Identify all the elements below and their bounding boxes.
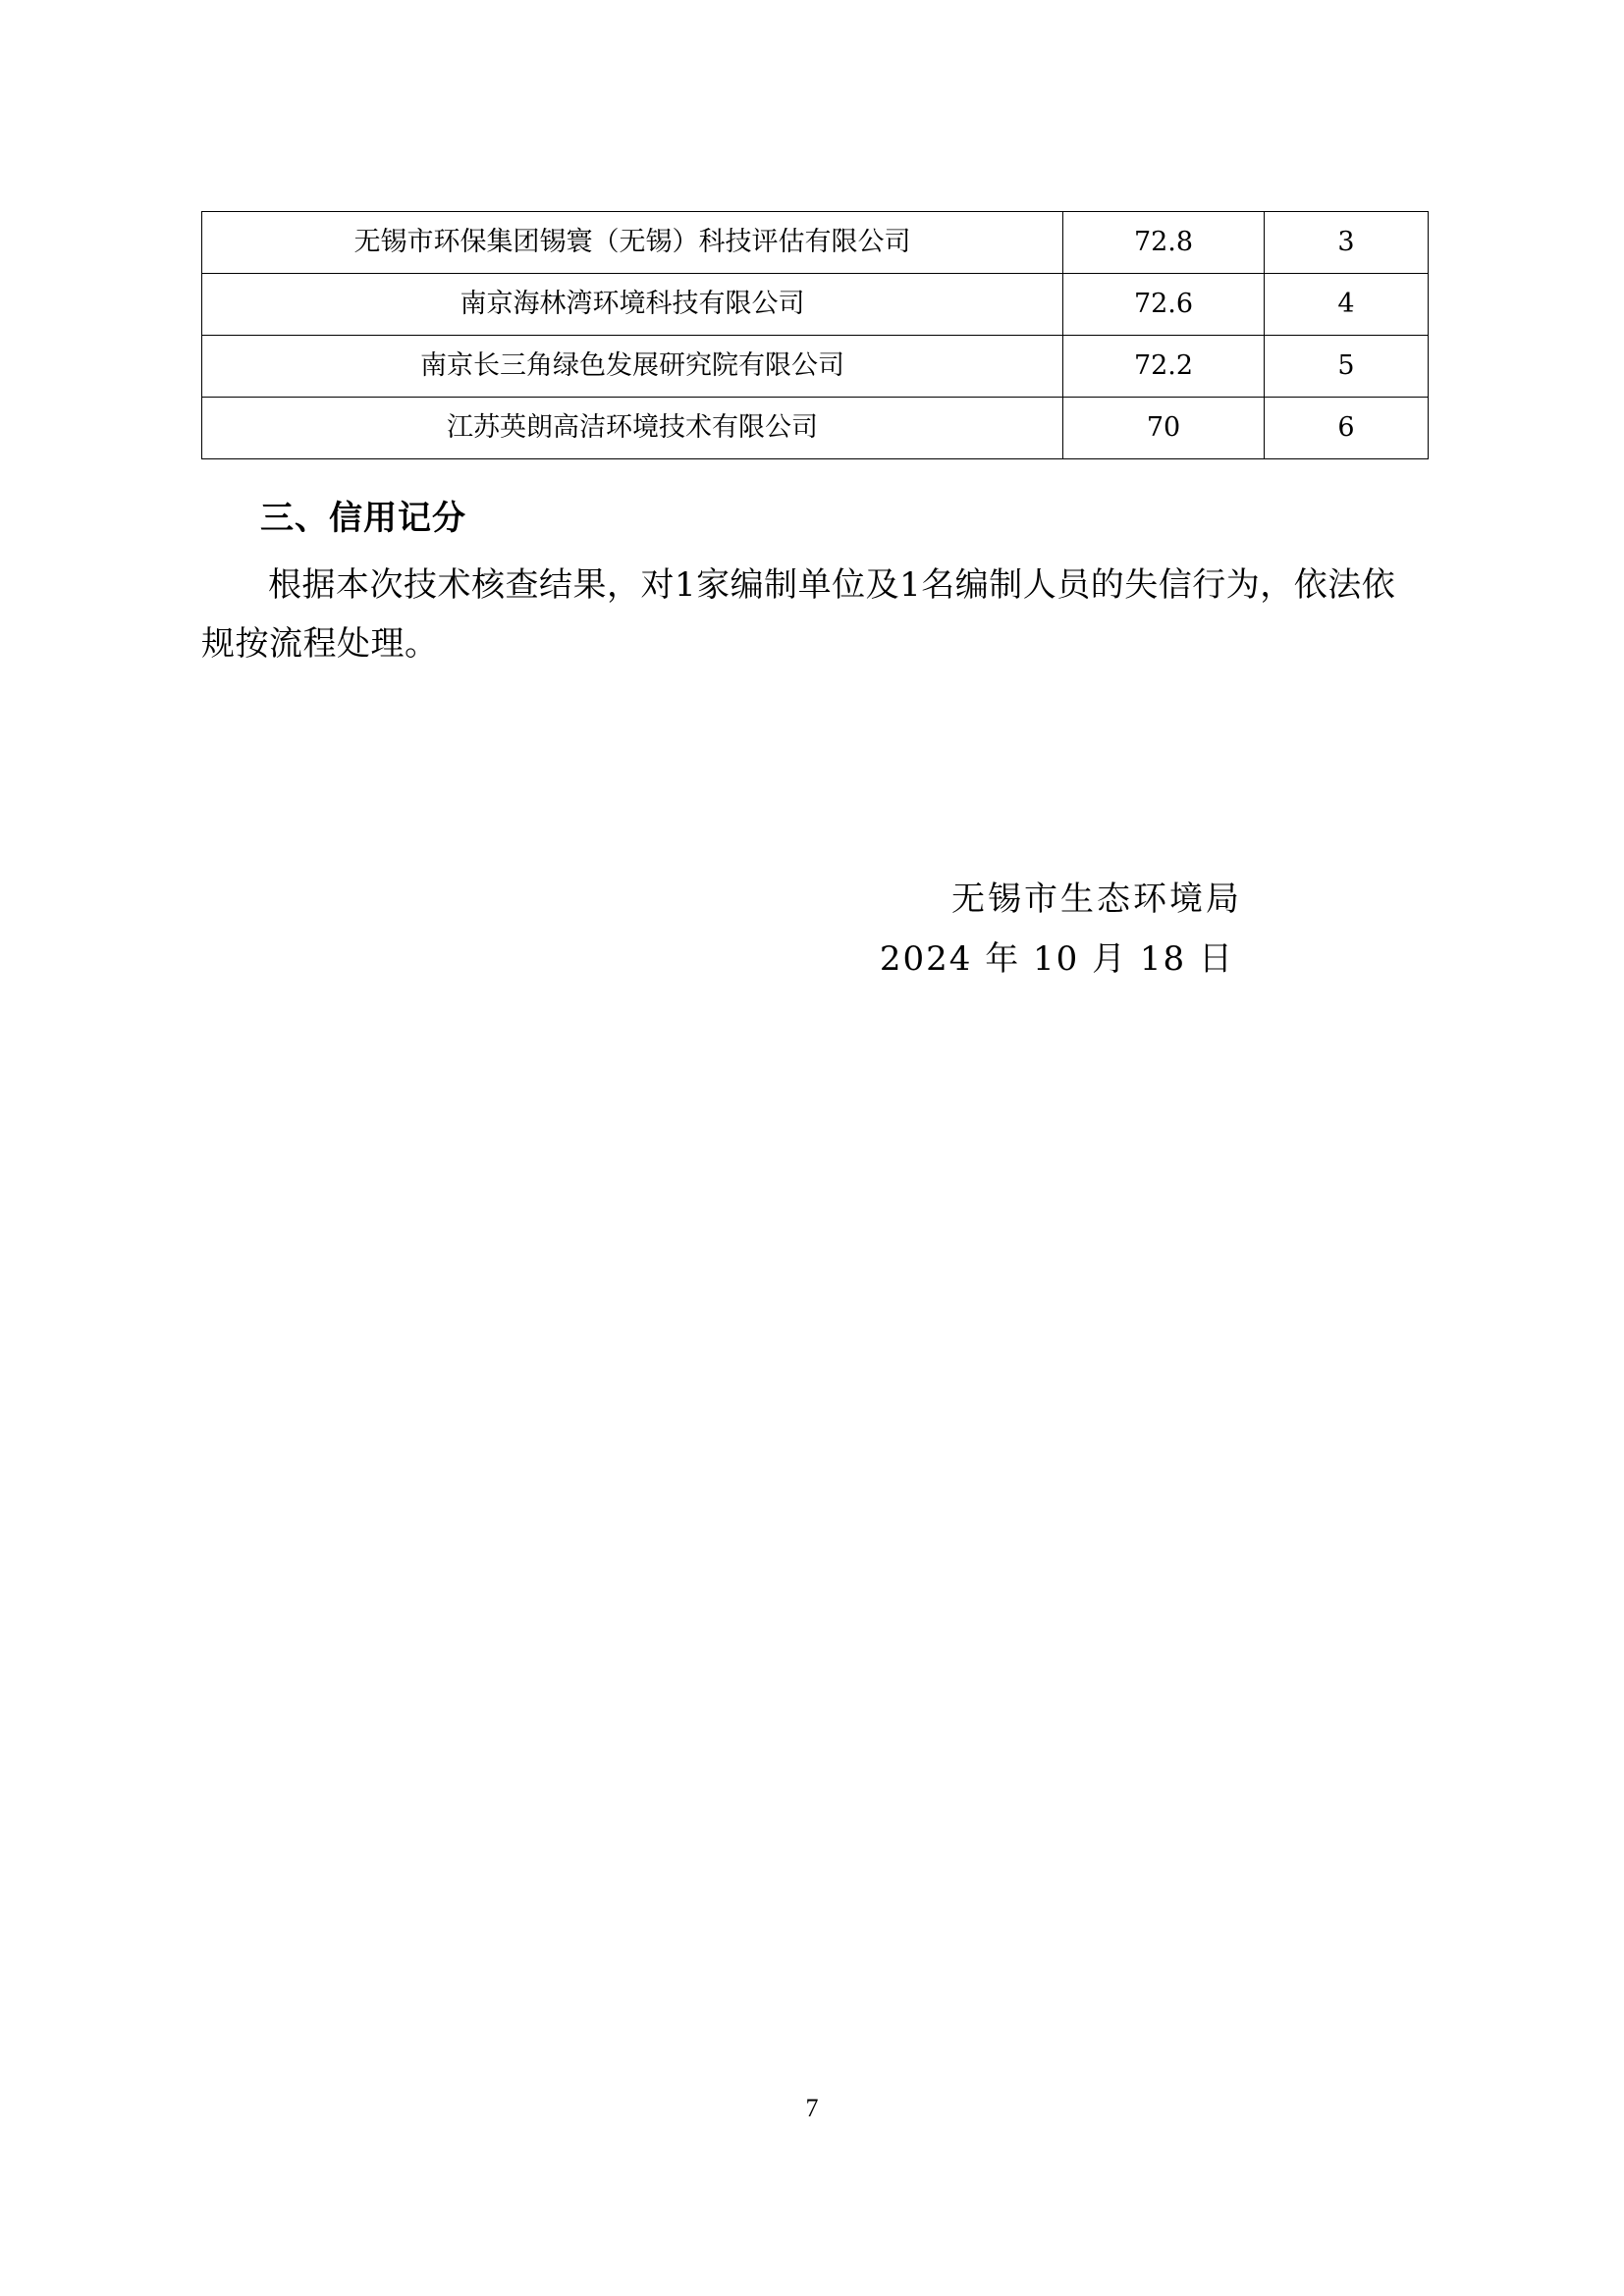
table-cell-score: 72.6 — [1063, 274, 1265, 336]
table-cell-rank: 3 — [1265, 212, 1429, 274]
signature-block — [201, 870, 1424, 989]
table-row — [202, 398, 1429, 459]
score-table — [201, 211, 1429, 459]
section-heading: 三、信用记分 — [260, 499, 466, 538]
table-cell-score: 72.2 — [1063, 336, 1265, 398]
table-cell-unit-name: 南京长三角绿色发展研究院有限公司 — [202, 336, 1063, 398]
table-cell-rank: 4 — [1265, 274, 1429, 336]
table-cell-unit-name: 无锡市环保集团锡寰（无锡）科技评估有限公司 — [202, 212, 1063, 274]
table-body — [202, 212, 1429, 459]
table-row — [202, 212, 1429, 274]
signature-date: 2024 年 10 月 18 日 — [879, 939, 1234, 980]
page-content — [201, 211, 1424, 989]
table-cell-unit-name: 南京海林湾环境科技有限公司 — [202, 274, 1063, 336]
page-number: 7 — [805, 2094, 819, 2122]
table-cell-score: 72.8 — [1063, 212, 1265, 274]
section-paragraph: 根据本次技术核查结果，对1家编制单位及1名编制人员的失信行为，依法依规按流程处理。 — [201, 565, 1396, 664]
table-cell-score: 70 — [1063, 398, 1265, 459]
table-cell-unit-name: 江苏英朗高洁环境技术有限公司 — [202, 398, 1063, 459]
table-cell-rank: 5 — [1265, 336, 1429, 398]
signature-organization: 无锡市生态环境局 — [951, 880, 1242, 919]
table-row — [202, 274, 1429, 336]
table-cell-rank: 6 — [1265, 398, 1429, 459]
table-row — [202, 336, 1429, 398]
